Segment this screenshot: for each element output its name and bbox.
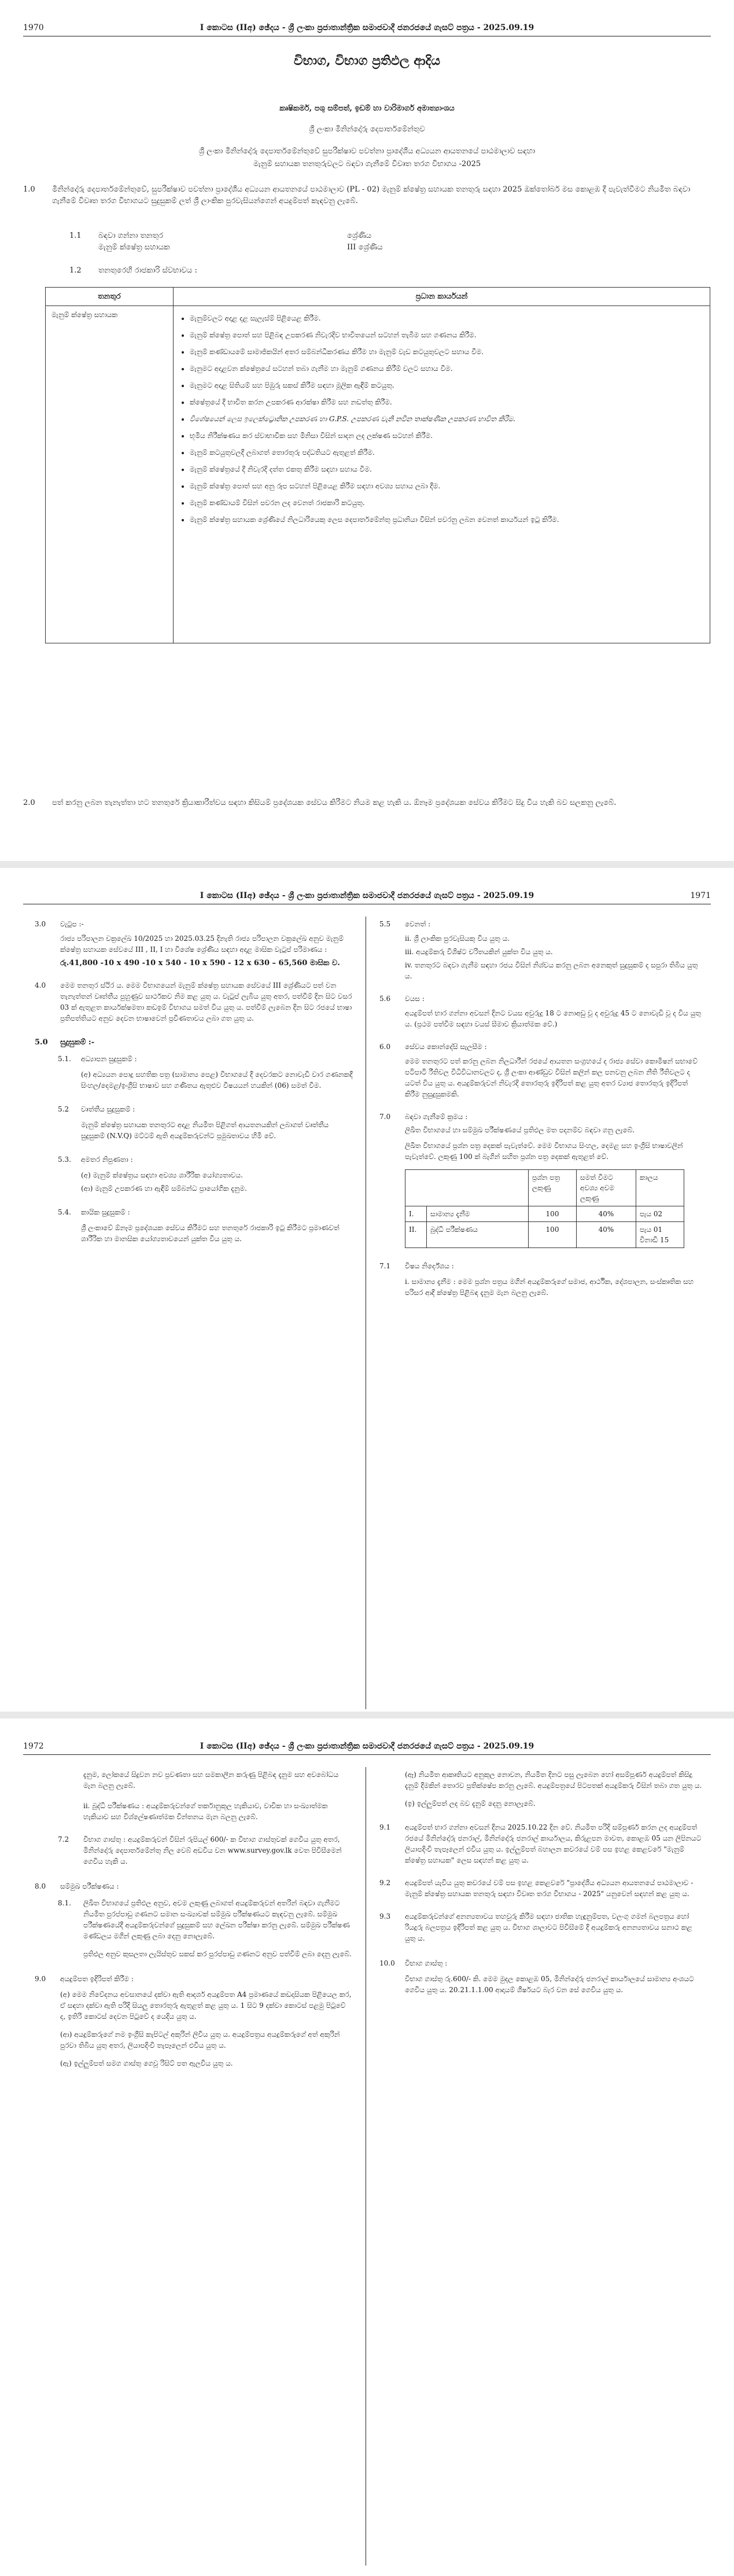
conditions-label: සේවය කොන්දේසි සැලසීම : bbox=[405, 1043, 487, 1051]
duty-item: • මැනුම් කණ්ඩායම් විසින් පවරන ලද වෙනත් රාජකාරි කටයුතු. bbox=[190, 498, 704, 509]
grade-value: III ශ්‍රේණිය bbox=[347, 243, 383, 252]
right-column bbox=[379, 919, 703, 1304]
section-4-text: මෙම තනතුර ස්ථිර ය. මෙම විභාගයෙන් මැනුම් ක්ෂේත්‍ර සහායක සේවයේ III ශ්‍රේණියට පත් වන තැනැත්තන් වෘත්තීය පුහුණුව සාර්ථකව නිම කළ යුතු ය. වැටුප් ලැබිය යුතු අතර, පත්වීම් දින සිට වසර 03 ක් ඇතුළත කාර්යක්ෂමතා කඩඉම් විභාගය සමත් විය යුතු ය. පත්වීම් ලැබෙන දින සිට රජයේ භාෂා ප්‍රතිපත්තියට අනුව දෙවන භාෂාවෙන් ප්‍රවීණතාවය ලබා ගත යුතු ය. bbox=[60, 981, 352, 1022]
skill-item: (අ) මැනුම් ක්ෂේත්‍රය සඳහා අවශ්‍ය ශාරීරික යෝග්‍යතාවය. bbox=[81, 1171, 243, 1179]
section-7 bbox=[379, 1112, 703, 1162]
evaluation-table-wrap bbox=[405, 1169, 703, 1248]
other-item: iv. තනතුරට බඳවා ගැනීම සඳහා රජය විසින් නිශ්චය කරනු ලබන අනෙකුත් සුදුසුකම් ද සපුරා තිබිය යුතු ය. bbox=[405, 961, 698, 980]
section-number: 5.6 bbox=[379, 995, 391, 1003]
section-4 bbox=[35, 980, 353, 1024]
table-row bbox=[405, 1222, 684, 1248]
section-1-text: මිනින්දෝරු දෙපාර්තමේන්තුවේ, සුපරීක්ෂාව පවත්නා ප්‍රාදේශීය අධ්‍යයන ආයතනයේ පාඨමාලාව (PL - 02) මැනුම් ක්ෂේත්‍ර සහායක තනතුරු සඳහා 2025 ඔක්තෝබර් මස කොළඹ දී පැවැත්වීමට නියමිත බඳවා ගැනීමේ විවෘත තරග විභාගයට සුදුසුකම් ලත් ශ්‍රී ලාංකික පුරවැසියන්ගෙන් අයදුම්පත් කැඳවනු ලැබේ. bbox=[52, 185, 691, 205]
section-number: 8.0 bbox=[35, 1882, 46, 1890]
vocational-text: මැනුම් ක්ෂේත්‍ර සහායක තනතුරට අදාළ නියමිත පිළිගත් ආයතනයකින් ලබාගත් වෘත්තීය සුදුසුකම් (N.V.Q) මට්ටම් ඇති අයදුම්කරුවන්ට ප්‍රමුඛතාවය හිමි වේ. bbox=[81, 1121, 329, 1140]
recruitment-text: ලිඛිත විභාගයේ හා සම්මුඛ පරීක්ෂණයේ ප්‍රතිඵල මත පදනම්ව බඳවා ගනු ලැබේ. bbox=[405, 1126, 635, 1134]
table-cell: 100 bbox=[529, 1222, 577, 1248]
age-text: අයදුම්පත් භාර ගන්නා අවසන් දිනට වයස අවුරුදු 18 ට නොඅඩු වූ ද අවුරුදු 45 ට නොවැඩි වූ ද විය යුතු ය. (ප්‍රථම පත්වීම සඳහා වයස් සීමාව ක්‍රියාත්මක වේ.) bbox=[405, 1009, 701, 1028]
post-label: බඳවා ගන්නා තනතුර bbox=[98, 231, 164, 240]
other-item: iii. අයදුම්කරු විශිෂ්ට චරිතයකින් යුක්ත විය යුතු ය. bbox=[405, 948, 553, 956]
section-9 bbox=[35, 1974, 353, 2069]
section-9-3 bbox=[379, 1911, 703, 1944]
section-number: 6.0 bbox=[379, 1043, 391, 1051]
syllabus-text: i. සාමාන්‍ය දැනීම : මෙම ප්‍රශ්න පත්‍රය මගින් අයදුම්කරුගේ සමාජ, ආර්ථික, දේශපාලන, සංස්කෘතික සහ පරිසර ආදී ක්ෂේත්‍ර පිළිබඳ දැනුම මැන බලනු ලැබේ. bbox=[405, 1278, 694, 1297]
application-item: (ඈ) නියමිත ආකෘතියට අනුකූල නොවන, නියමිත දිනට පසු ලැබෙන හෝ අසම්පූර්ණ අයදුම්පත් කිසිදු දැනුම් දීමකින් තොරව ප්‍රතික්ෂේප කරනු ලැබේ. අයදුම්පත්‍රයේ පිටපතක් අයදුම්කරු විසින් තබා ගත යුතු ය. bbox=[405, 1771, 702, 1790]
duties-list bbox=[179, 313, 704, 525]
duties-table-wrap bbox=[45, 287, 710, 643]
section-5 bbox=[35, 1037, 353, 1048]
section-5-1 bbox=[58, 1054, 353, 1091]
table-cell: 40% bbox=[577, 1206, 636, 1222]
page-number: 1970 bbox=[23, 23, 44, 32]
grade-label: ශ්‍රේණිය bbox=[347, 231, 372, 240]
table-cell-duties bbox=[174, 306, 710, 643]
table-cell: 100 bbox=[529, 1206, 577, 1222]
age-label: වයස : bbox=[405, 995, 425, 1003]
section-number: 1.0 bbox=[23, 185, 35, 194]
section-3 bbox=[35, 919, 353, 969]
section-number: 7.1 bbox=[379, 1262, 391, 1270]
section-5-5 bbox=[379, 919, 703, 982]
syllabus-label: විෂය නිර්දේශය : bbox=[405, 1262, 454, 1270]
page-separator bbox=[0, 861, 734, 868]
duty-item: • භූමිය නිරීක්ෂණය කර ස්වාභාවික සහ මිනිසා විසින් සාදන ලද ලක්ෂණ සටහන් කිරීම. bbox=[190, 430, 704, 441]
section-9-2 bbox=[379, 1878, 703, 1900]
table-cell: සාමාන්‍ය දැනීම bbox=[427, 1206, 529, 1222]
physical-text: ශ්‍රී ලංකාවේ ඕනෑම ප්‍රදේශයක සේවය කිරීමට සහ තනතුරේ රාජකාරි ඉටු කිරීමට ප්‍රමාණවත් ශාරීරික හා මානසික යෝග්‍යතාවයෙන් යුක්ත විය යුතු ය. bbox=[81, 1224, 340, 1243]
page-header bbox=[23, 889, 711, 904]
vocational-label: වෘත්තීය සුදුසුකම් : bbox=[81, 1105, 135, 1113]
table-header-post: තනතුර bbox=[46, 288, 174, 306]
application-item: (ඉ) ඉල්ලුම්පත් ලද බව දැනුම් දෙනු නොලැබේ. bbox=[405, 1799, 536, 1808]
salary-scale: රු.41,800 -10 x 490 -10 x 540 - 10 x 590 - 12 x 630 – 65,560 මාසික ව. bbox=[60, 959, 340, 967]
closing-date-text: අයදුම්පත් භාර ගන්නා අවසන් දිනය 2025.10.22 දින වේ. නියමිත පරිදි සම්පූර්ණ කරන ලද අයදුම්පත් රජයේ මිනින්දෝරු ජනරාල්, මිනින්දෝරු ජනරාල් කාර්යාලය, කිරුළපන මාවත, කොළඹ 05 යන ලිපිනයට ලියාපදිංචි තැපෑලෙන් එවිය යුතු ය. ඉල්ලුම්පත් බහාලන කවරයේ වම් පස ඉහළ කෙළවරේ "මැනුම් ක්ෂේත්‍ර සහායක" ලෙස සඳහන් කළ යුතු ය. bbox=[405, 1823, 702, 1864]
syllabus-item: ii. බුද්ධි පරීක්ෂණය : අයදුම්කරුවන්ගේ තර්කානුකූල හැකියාව, වාචික හා සංඛ්‍යාත්මක හැකියාව සහ විශ්ලේෂණාත්මක චින්තනය මැන බලනු ලැබේ. bbox=[83, 1802, 328, 1821]
table-cell: පැය 01 විනාඩි 15 bbox=[636, 1222, 684, 1248]
section-number: 9.2 bbox=[379, 1879, 391, 1887]
duty-item: • විශේෂයෙන් ලෙස ඉලෙක්ට්‍රොනික උපකරණ හා G.P.S. උපකරණ වැනි නවීන තාක්ෂණික උපකරණ භාවිත කිරීම. bbox=[190, 414, 704, 425]
section-number: 2.0 bbox=[23, 798, 35, 807]
table-header-cell: කාලය bbox=[636, 1170, 684, 1206]
table-cell: I. bbox=[405, 1206, 427, 1222]
page-number: 1971 bbox=[690, 891, 711, 900]
salary-label: වැටුප :- bbox=[60, 920, 84, 928]
duty-item: • මැනුම් ක්ෂේත්‍ර සහායක ශ්‍රේණියේ නිලධාරියෙකු ලෙස දෙපාර්තමේන්තු ප්‍රධානියා විසින් පවරනු ලබන වෙනත් කාර්යයන් ඉටු කිරීම. bbox=[190, 514, 704, 525]
section-number: 3.0 bbox=[35, 920, 46, 928]
table-header-cell bbox=[405, 1170, 529, 1206]
exam-title-line-1: ශ්‍රී ලංකා මිනින්දෝරු දෙපාර්තමේන්තුවේ සුපරීක්ෂාව පවත්නා ප්‍රාදේශීය අධ්‍යයන ආයතනයේ පාඨමාලාව සඳහා bbox=[198, 147, 536, 156]
section-number: 5.2 bbox=[58, 1105, 69, 1113]
table-cell: II. bbox=[405, 1222, 427, 1248]
duty-item: • මැනුමට අදාළවන ක්ෂේත්‍රයේ සටහන් තබා ගැනීම හා මැනුම් ගණනය කිරීම් වලට සහාය වීම. bbox=[190, 363, 704, 374]
education-label: අධ්‍යාපන සුදුසුකම් : bbox=[81, 1055, 137, 1063]
section-number: 7.2 bbox=[58, 1835, 69, 1843]
gazette-header-title: I කොටස (IIඅ) ඡේදය - ශ්‍රී ලංකා ප්‍රජාතාන්ත්‍රික සමාජවාදී ජනරජයේ ගැසට් පත්‍රය - 2025.09.19 bbox=[200, 1742, 534, 1751]
application-item: (ඇ) ඉල්ලුම්පත් සමග ගාස්තු ගෙවූ රිසිට් පත ඇලවිය යුතු ය. bbox=[60, 2059, 233, 2067]
recruitment-label: බඳවා ගැනීමේ ක්‍රමය : bbox=[405, 1113, 468, 1121]
page-separator bbox=[0, 1712, 734, 1718]
other-item: ii. ශ්‍රී ලාංකික පුරවැසියකු විය යුතු ය. bbox=[405, 934, 510, 943]
page-header bbox=[23, 21, 711, 36]
interview-text: ලිඛිත විභාගයේ ප්‍රතිඵල අනුව, අවම ලකුණු ලබාගත් අයදුම්කරුවන් අතරින් බඳවා ගැනීමට නියමිත පුරප්පාඩු ගණනට සමාන සංඛ්‍යාවක් සම්මුඛ පරීක්ෂණයට කැඳවනු ලැබේ. සම්මුඛ පරීක්ෂණයේදී අයදුම්කරුවන්ගේ සුදුසුකම් සහ ලේඛන පරීක්ෂා කරනු ලැබේ. සම්මුඛ පරීක්ෂණ මණ්ඩලය මගින් ලකුණු ලබා දෙනු නොලැබේ. bbox=[83, 1899, 350, 1940]
section-number: 10.0 bbox=[379, 1959, 395, 1967]
salary-text: රාජ්‍ය පරිපාලන චක්‍රලේඛ 10/2025 හා 2025.03.25 දිනැති රාජ්‍ය පරිපාලන චක්‍රලේඛ අනුව මැනුම් ක්ෂේත්‍ර සහායක සේවයේ III , II, I හා විශේෂ ශ්‍රේණිය සඳහා අදාළ මාසික වැටුප් පරිමාණය : bbox=[60, 934, 344, 954]
section-number: 9.3 bbox=[379, 1912, 391, 1920]
gazette-page-1970 bbox=[0, 0, 734, 868]
application-item: (අ) මෙම නිවේදනය අවසානයේ දක්වා ඇති ආදර්ශ අයදුම්පත A4 ප්‍රමාණයේ කඩදාසියක පිළියෙල කර, ඒ සඳහා දක්වා ඇති පරිදි සියලු තොරතුරු ඇතුළත් කළ යුතු ය. 1 සිට 9 දක්වා කොටස් පළමු පිටුවේ ද, ඉතිරි කොටස් දෙවන පිටුවේ ද යෙදිය යුතු ය. bbox=[60, 1990, 352, 2021]
duties-label: තනතුරෙහි රාජකාරි ස්වභාවය : bbox=[98, 266, 197, 275]
table-cell-post: මැනුම් ක්ෂේත්‍ර සහායක bbox=[46, 306, 174, 643]
table-cell: පැය 02 bbox=[636, 1206, 684, 1222]
section-number: 1.2 bbox=[69, 266, 82, 275]
section-number: 5.1. bbox=[58, 1055, 71, 1063]
interview-note: ප්‍රතිඵල අනුව කුසලතා ලැයිස්තුව සකස් කර පුරප්පාඩු ගණනට අනුව පත්වීම් ලබා දෙනු ලැබේ. bbox=[83, 1950, 352, 1958]
gazette-header-title: I කොටස (IIඅ) ඡේදය - ශ්‍රී ලංකා ප්‍රජාතාන්ත්‍රික සමාජවාදී ජනරජයේ ගැසට් පත්‍රය - 2025.09.19 bbox=[200, 23, 534, 32]
section-5-4 bbox=[58, 1207, 353, 1245]
section-10 bbox=[379, 1958, 703, 1996]
table-header-cell: ප්‍රශ්න පත්‍ර ලකුණු bbox=[529, 1170, 577, 1206]
right-column bbox=[379, 1769, 703, 2001]
identity-text: අයදුම්කරුවන්ගේ අනන්‍යතාවය තහවුරු කිරීම සඳහා ජාතික හැඳුනුම්පත, වලංගු ගමන් බලපත්‍රය හෝ රියදුරු බලපත්‍රය ඉදිරිපත් කළ යුතු ය. විභාග ශාලාවට පිවිසීමේ දී අයදුම්කරු අනන්‍යතාවය සනාථ කළ යුතු ය. bbox=[405, 1912, 692, 1942]
page-number: 1972 bbox=[23, 1742, 44, 1751]
duty-item: • මැනුම් ක්ෂේත්‍ර පොත් සහ පිළිබඳ උපකරණ නිවැරදිව භාවිතයෙන් සටහන් තැබීම සහ ගණනය කිරීම. bbox=[190, 330, 704, 341]
interview-label: සම්මුඛ පරීක්ෂණය : bbox=[60, 1882, 119, 1890]
written-exam-text: ලිඛිත විභාගයේ ප්‍රශ්න පත්‍ර දෙකක් පැවැත්වේ. මෙම විභාගය සිංහල, දෙමළ සහ ඉංග්‍රීසි භාෂාවලින් පැවැත්වේ. ලකුණු 100 ක් බැගින් සහිත ප්‍රශ්න පත්‍ර දෙකක් ඇතුළත් වේ. bbox=[405, 1142, 683, 1161]
section-7-2 bbox=[58, 1834, 353, 1867]
skill-item: (ආ) මැනුම් උපකරණ හා ඇඳීම් සම්බන්ධ ප්‍රායෝගික දැනුම. bbox=[81, 1184, 247, 1193]
table-header-duties: ප්‍රධාන කාර්යයන් bbox=[174, 288, 710, 306]
page-header bbox=[23, 1739, 711, 1755]
section-number: 5.0 bbox=[35, 1038, 48, 1047]
duty-item: • මැනුමට අදාළ සිතියම් සහ පිඹුරු සකස් කිරීම සඳහා මූලික ඇඳීම් කටයුතු. bbox=[190, 380, 704, 391]
evaluation-table bbox=[405, 1169, 684, 1248]
section-number: 9.0 bbox=[35, 1975, 46, 1983]
section-8-1 bbox=[58, 1898, 353, 1960]
section-number: 8.1. bbox=[58, 1899, 71, 1907]
table-cell: බුද්ධි පරීක්ෂණය bbox=[427, 1222, 529, 1248]
additional-skills-label: අමතර නිපුණතා : bbox=[81, 1155, 133, 1164]
qualifications-label: සුදුසුකම් :- bbox=[60, 1038, 95, 1047]
table-cell: 40% bbox=[577, 1222, 636, 1248]
section-number: 4.0 bbox=[35, 981, 46, 989]
fee-label: විභාග ගාස්තු : bbox=[405, 1959, 448, 1967]
section-7-1 bbox=[379, 1261, 703, 1298]
ministry-name: කෘෂිකර්ම, පශු සම්පත්, ඉඩම් හා වාරිමාර්ග අමාත්‍යාංශය bbox=[279, 104, 455, 113]
section-2-text: පත් කරනු ලබන තැනැත්තා හට තනතුරේ ක්‍රියාකාරීත්වය සඳහා කිසියම් ප්‍රදේශයක සේවය කිරීමට නියම කළ හැකි ය. ඕනෑම ප්‍රදේශයක සේවය කිරීමට සිදු විය හැකි බව සලකනු ලැබේ. bbox=[52, 798, 617, 807]
post-name: මැනුම් ක්ෂේත්‍ර සහායක bbox=[98, 243, 170, 252]
duty-item: • මැනුම් කණ්ඩායමේ සාමාජිකයින් අතර සම්බන්ධීකරණය කිරීම හා මැනුම් වැඩ කටයුතුවලට සහාය වීම. bbox=[190, 347, 704, 358]
duty-item: • මැනුම් කටයුතුවලදී ලබාගත් තොරතුරු පද්ධතියට ඇතුළත් කිරීම. bbox=[190, 447, 704, 458]
application-label: අයදුම්පත ඉදිරිපත් කිරීම : bbox=[60, 1975, 134, 1983]
gazette-page-1972 bbox=[0, 1718, 734, 2576]
section-8 bbox=[35, 1881, 353, 1892]
left-column bbox=[35, 1769, 353, 2075]
left-column bbox=[35, 919, 353, 1250]
section-5-2 bbox=[58, 1104, 353, 1142]
table-row bbox=[405, 1206, 684, 1222]
duty-item: • මැනුම් ක්ෂේත්‍රයේ දී නිවැරදි දත්ත එකතු කිරීම සඳහා සහාය වීම. bbox=[190, 464, 704, 475]
section-5-6 bbox=[379, 993, 703, 1030]
duty-item: • මැනුම් ක්ෂේත්‍ර පොත් සහ අනු රූප සටහන් පිළියෙළ කිරීම සඳහා අවශ්‍ය සහාය ලබා දීම. bbox=[190, 481, 704, 492]
education-text: (අ) අධ්‍යයන පොදු සහතික පත්‍ර (සාමාන්‍ය පෙළ) විභාගයේ දී දෙවරකට නොවැඩි වාර ගණනකදී සිංහල/දෙමළ/ඉංග්‍රීසි භාෂාව සහ ගණිතය ඇතුළුව විෂයයන් හයකින් (06) සමත් වීම. bbox=[81, 1070, 353, 1090]
section-number: 7.0 bbox=[379, 1113, 391, 1121]
duty-item: • ක්ෂේත්‍රයේ දී භාවිත කරන උපකරණ ආරක්ෂා කිරීම සහ නඩත්තු කිරීම. bbox=[190, 397, 704, 408]
section-number: 1.1 bbox=[69, 231, 82, 240]
gazette-header-title: I කොටස (IIඅ) ඡේදය - ශ්‍රී ලංකා ප්‍රජාතාන්ත්‍රික සමාජවාදී ජනරජයේ ගැසට් පත්‍රය - 2025.09.19 bbox=[200, 891, 534, 900]
syllabus-continued: දැනුම, ලෝකයේ සිදුවන නව ප්‍රවණතා සහ සමකාලීන කරුණු පිළිබඳ දැනුම සහ අවබෝධය මැන බලනු ලැබේ. bbox=[83, 1771, 339, 1790]
exam-fee-text: විභාග ගාස්තු : අයදුම්කරුවන් විසින් රුපියල් 600/- ක විභාග ගාස්තුවක් ගෙවිය යුතු අතර, මිනින්දෝරු දෙපාර්තමේන්තු නිල වෙබ් අඩවිය වන www.survey.gov.lk වෙත පිවිසීමෙන් ගෙවිය හැකි ය. bbox=[83, 1835, 342, 1865]
section-9-1 bbox=[379, 1822, 703, 1866]
fee-text: විභාග ගාස්තු රු.600/- කි. මෙම මුදල කොළඹ 05, මිනින්දෝරු ජනරාල් කාර්යාලයේ සාමාන්‍ය අංශයට ගෙවිය යුතු ය. 20.21.1.1.00 ආදායම් ශීර්ෂයට බැර වන සේ ගෙවිය යුතු ය. bbox=[405, 1975, 694, 1994]
duties-table bbox=[45, 287, 710, 643]
section-number: 5.5 bbox=[379, 920, 391, 928]
section-number: 5.3. bbox=[58, 1155, 71, 1164]
gazette-page-1971 bbox=[0, 868, 734, 1718]
physical-label: කායික සුදුසුකම් : bbox=[81, 1208, 130, 1216]
table-header-cell: සමත් වීමට අවශ්‍ය අවම ලකුණු bbox=[577, 1170, 636, 1206]
section-5-3 bbox=[58, 1154, 353, 1194]
section-title: විභාග, විභාග ප්‍රතිඵල ආදිය bbox=[293, 53, 441, 68]
section-number: 5.4. bbox=[58, 1208, 71, 1216]
other-label: වෙනත් : bbox=[405, 920, 431, 928]
section-6 bbox=[379, 1042, 703, 1100]
exam-title-line-2: මැනුම් සහායක තනතුරුවලට බඳවා ගැනීමේ විවෘත තරග විභාගය -2025 bbox=[253, 160, 481, 168]
conditions-text: මෙම තනතුරට පත් කරනු ලබන නිලධාරීන් රජයේ ආයතන සංග්‍රහයේ ද රාජ්‍ය සේවා කොමිෂන් සභාවේ පටිපාටි රීතිවල විධිවිධානවලට ද, ශ්‍රී ලංකා ආණ්ඩුව විසින් කලින් කල පනවනු ලබන නීති රීතිවලට ද යටත් විය යුතු ය. අයදුම්කරුවන් නිවැරදි තොරතුරු ඉදිරිපත් කළ යුතු අතර ව්‍යාජ තොරතුරු ඉදිරිපත් කිරීම නුසුදුසුකමකි. bbox=[405, 1057, 698, 1098]
application-item: (ආ) අයදුම්කරුගේ නම ඉංග්‍රීසි කැපිටල් අකුරින් ලිවිය යුතු ය. අයදුම්පත්‍රය අයදුම්කරුගේ අත් අකුරින් පුරවා තිබිය යුතු අතර, ලියාපදිංචි තැපෑලෙන් එවිය යුතු ය. bbox=[60, 2030, 340, 2049]
duty-item: • මැනුම්වලට අදාළ දළ සැලැස්ම් පිළියෙළ කිරීම. bbox=[190, 313, 704, 324]
department-name: ශ්‍රී ලංකා මිනින්දෝරු දෙපාර්තමේන්තුව bbox=[309, 125, 425, 134]
section-number: 9.1 bbox=[379, 1823, 391, 1831]
envelope-text: අයදුම්පත් යැවිය යුතු කවරයේ වම් පස ඉහළ කෙළවරේ "ප්‍රාදේශීය අධ්‍යයන ආයතනයේ පාඨමාලාව - මැනුම් ක්ෂේත්‍ර සහායක තනතුරු සඳහා විවෘත තරග විභාගය - 2025" යනුවෙන් සඳහන් කළ යුතු ය. bbox=[405, 1879, 694, 1898]
